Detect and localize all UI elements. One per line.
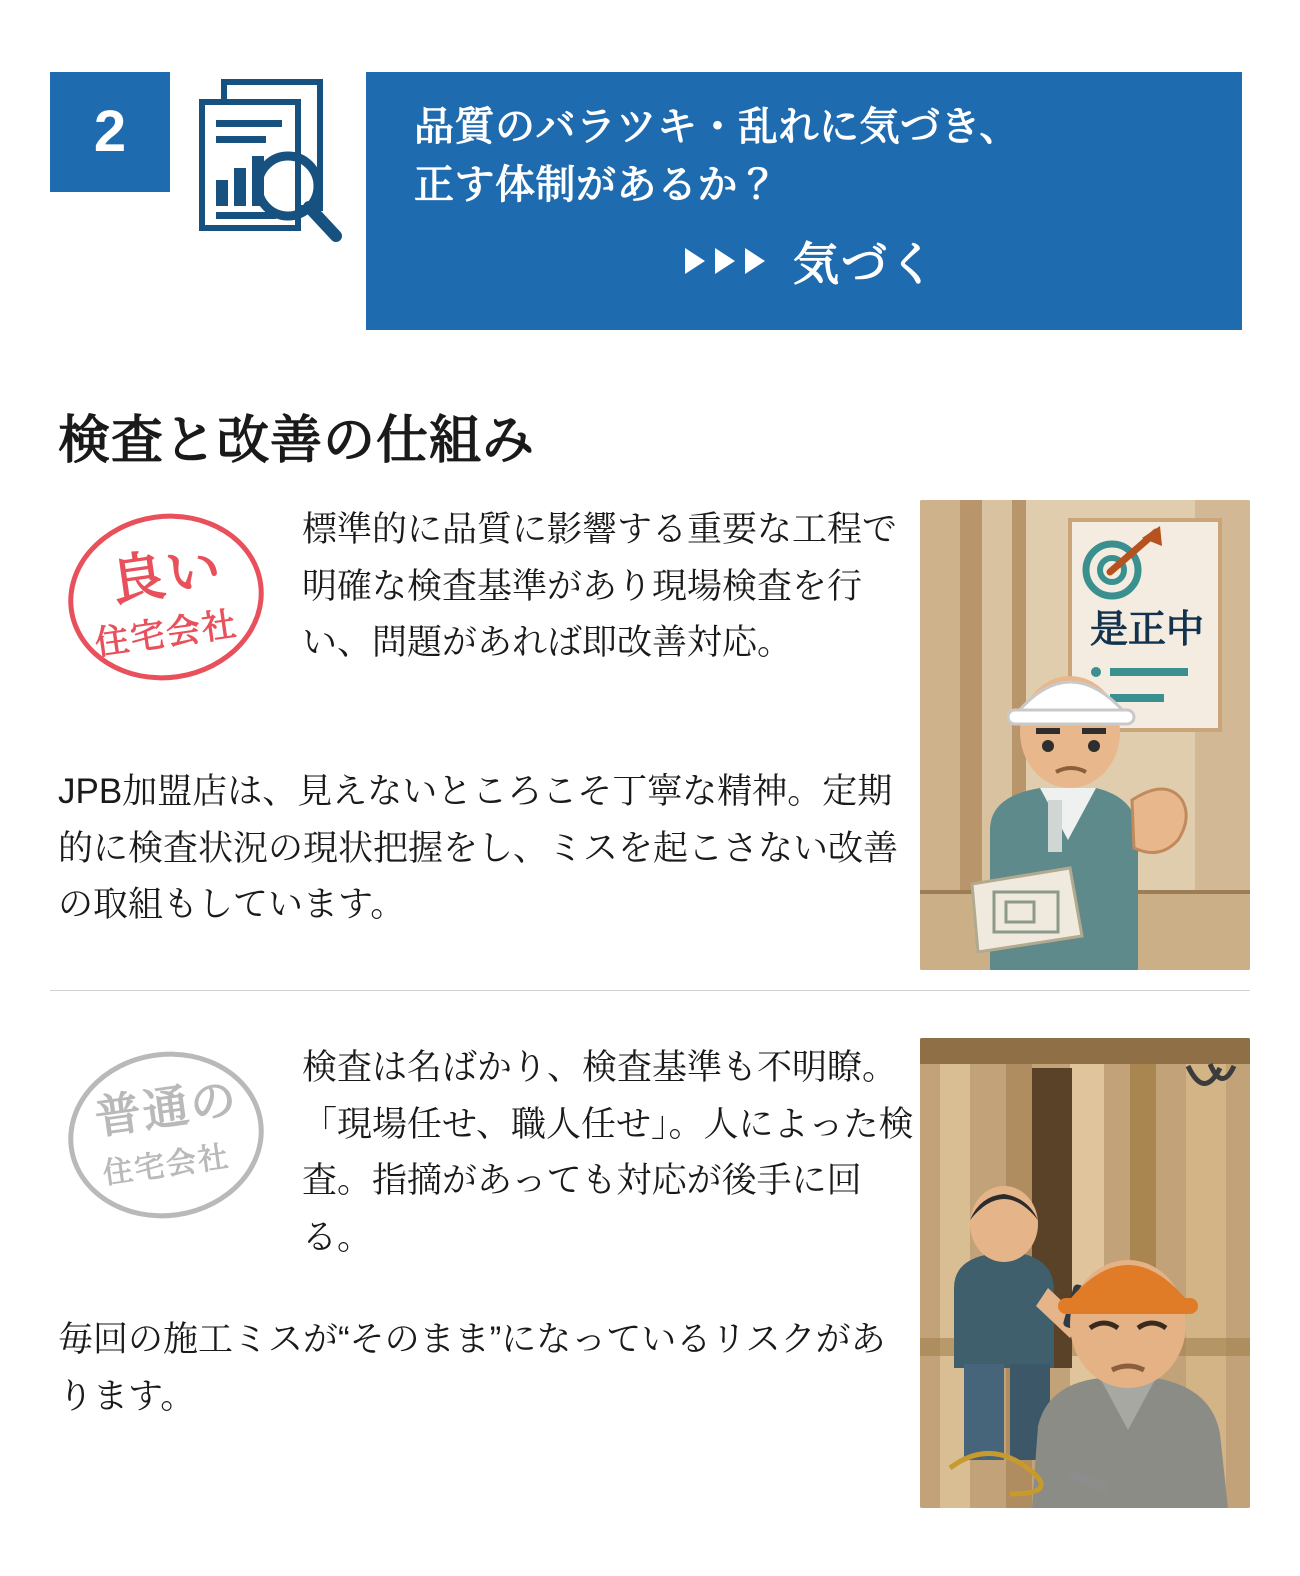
section-title: 検査と改善の仕組み (58, 412, 536, 470)
normal-paragraph-full: 毎回の施工ミスが“そのまま”になっているリスクがあります。 (58, 1320, 886, 1416)
triangle-right-icon (685, 248, 765, 274)
header-keyword-row (414, 228, 1208, 294)
good-paragraph-indented: 標準的に品質に影響する重要な工程で明確な検査基準があり現場検査を行い、問題があれば即改善対応。 (302, 510, 898, 663)
header (0, 0, 1300, 360)
good-paragraph-full: JPB加盟店は、見えないところこそ丁寧な精神。定期的に検査状況の現状把握をし、ミスを起こさない改善の取組もしています。 (58, 772, 899, 925)
inspector-pointing-at-correction-poster-illustration (920, 500, 1250, 970)
comparison-block-normal (50, 1030, 1250, 1520)
header-band (366, 72, 1242, 330)
stamp-good-line1: 良い (106, 537, 227, 613)
header-title-line1: 品質のバラツキ・乱れに気づき、 (414, 105, 1020, 149)
document-magnifier-icon (188, 76, 348, 251)
header-keyword: 気づく (793, 238, 937, 290)
svg-text:是正中: 是正中 (1090, 609, 1205, 651)
stamp-good (68, 514, 288, 694)
stamp-normal (68, 1052, 288, 1232)
step-number-badge: 2 (50, 72, 170, 192)
header-title-line2: 正す体制があるか？ (414, 163, 779, 207)
worker-with-phone-and-tired-foreman-illustration (920, 1038, 1250, 1508)
comparison-block-good (50, 492, 1250, 982)
stamp-normal-line2: 住宅会社 (100, 1140, 233, 1191)
section-divider (50, 990, 1250, 991)
stamp-normal-line1: 普通の (91, 1072, 242, 1144)
stamp-good-line2: 住宅会社 (92, 605, 241, 663)
normal-paragraph-indented: 検査は名ばかり、検査基準も不明瞭。「現場任せ、職人任せ」。人によった検査。指摘があっても対応が後手に回る。 (302, 1048, 914, 1258)
